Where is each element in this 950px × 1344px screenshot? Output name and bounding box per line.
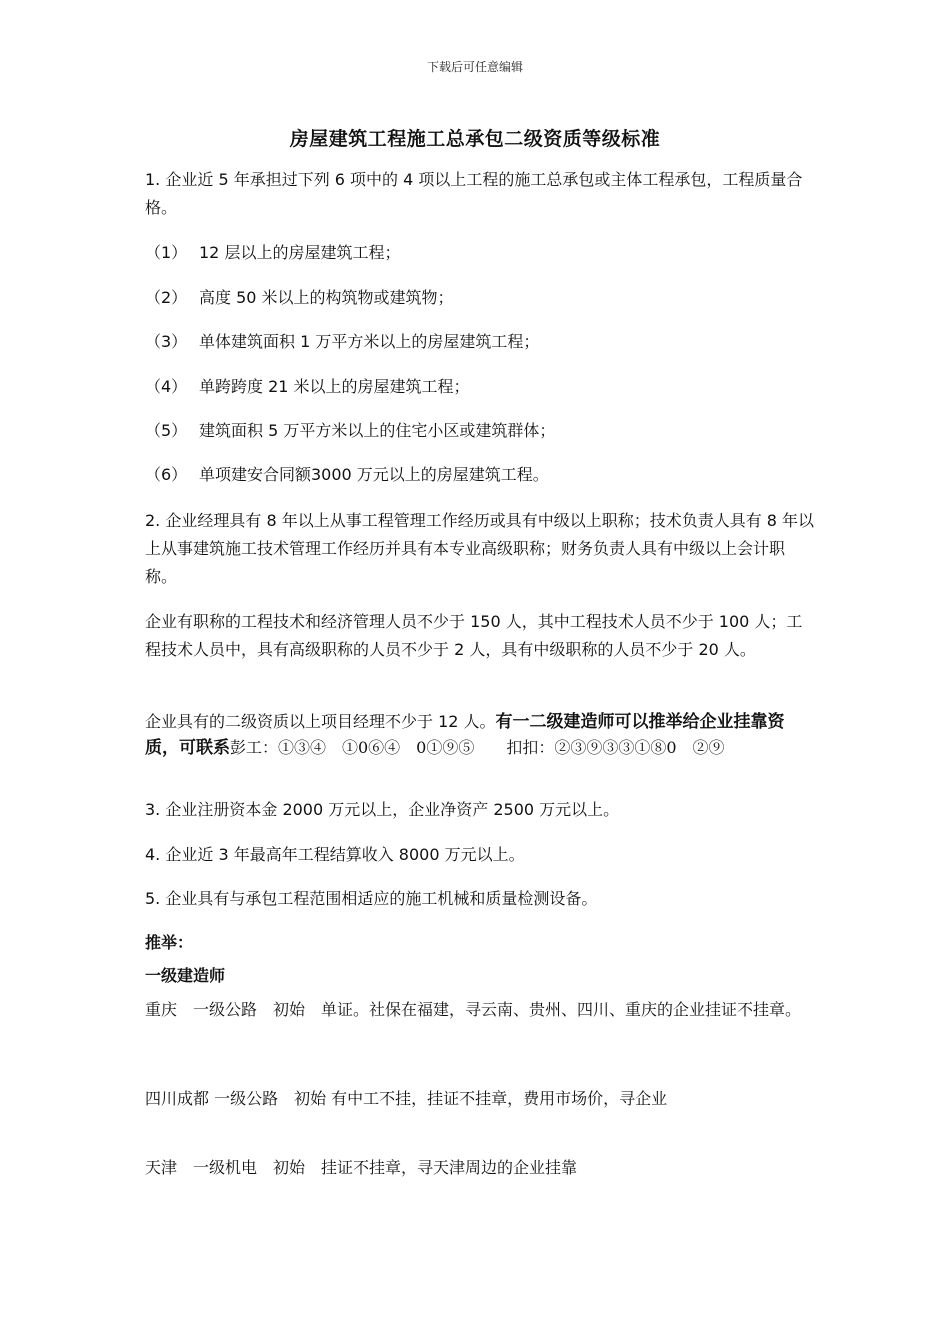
list-item	[145, 330, 539, 354]
managers-text: 企业具有的二级资质以上项目经理不少于 12 人。	[145, 712, 496, 731]
item-text: 单体建筑面积 1 万平方米以上的房屋建筑工程；	[199, 332, 540, 351]
item-number: （5）	[145, 421, 188, 440]
document-title: 房屋建筑工程施工总承包二级资质等级标准	[289, 128, 661, 150]
item-text: 12 层以上的房屋建筑工程；	[199, 243, 401, 262]
section-5: 5. 企业具有与承包工程范围相适应的施工机械和质量检测设备。	[145, 889, 598, 908]
page-header: 下载后可任意编辑	[426, 60, 523, 74]
contact-text: 彭工：①③④ ①0⑥④ 0①⑨⑤ 扣扣：②③⑨③③①⑧0 ②⑨	[230, 738, 725, 757]
item-text: 单跨跨度 21 米以上的房屋建筑工程；	[199, 377, 470, 396]
ad-item: 天津 一级机电 初始 挂证不挂章，寻天津周边的企业挂靠	[145, 1158, 578, 1177]
section-1: 1. 企业近 5 年承担过下列 6 项中的 4 项以上工程的施工总承包或主体工程承包，工程质量合格。	[145, 170, 803, 217]
item-text: 高度 50 米以上的构筑物或建筑物；	[199, 288, 454, 307]
section-3: 3. 企业注册资本金 2000 万元以上，企业净资产 2500 万元以上。	[145, 800, 620, 819]
recommend-subheading: 一级建造师	[145, 966, 226, 985]
list-item	[145, 241, 400, 265]
promo-text: 有一二级建造师可以推举给企业挂靠资质，可联系	[145, 712, 785, 758]
item-text: 单项建安合同额3000 万元以上的房屋建筑工程。	[199, 465, 549, 484]
section-4: 4. 企业近 3 年最高年工程结算收入 8000 万元以上。	[145, 845, 525, 864]
list-item	[145, 419, 555, 443]
list-item	[145, 286, 454, 310]
recommend-heading: 推举：	[145, 933, 194, 952]
section-2: 2. 企业经理具有 8 年以上从事工程管理工作经历或具有中级以上职称；技术负责人具有 8 年以上从事建筑施工技术管理工作经历并具有本专业高级职称；财务负责人具有中级以上会计职称。	[145, 511, 815, 586]
item-number: （2）	[145, 288, 188, 307]
item-number: （6）	[145, 465, 188, 484]
item-text: 建筑面积 5 万平方米以上的住宅小区或建筑群体；	[199, 421, 556, 440]
ad-item: 重庆 一级公路 初始 单证。社保在福建，寻云南、贵州、四川、重庆的企业挂证不挂章。	[145, 1000, 802, 1019]
ad-item: 四川成都 一级公路 初始 有中工不挂，挂证不挂章，费用市场价，寻企业	[145, 1089, 668, 1108]
item-number: （1）	[145, 243, 188, 262]
section-2-managers	[145, 709, 815, 761]
list-item	[145, 463, 549, 487]
item-number: （4）	[145, 377, 188, 396]
item-number: （3）	[145, 332, 188, 351]
section-2-staff: 企业有职称的工程技术和经济管理人员不少于 150 人，其中工程技术人员不少于 100 人；工程技术人员中，具有高级职称的人员不少于 2 人，具有中级职称的人员不少于 20 人。	[145, 612, 803, 659]
list-item	[145, 375, 470, 399]
